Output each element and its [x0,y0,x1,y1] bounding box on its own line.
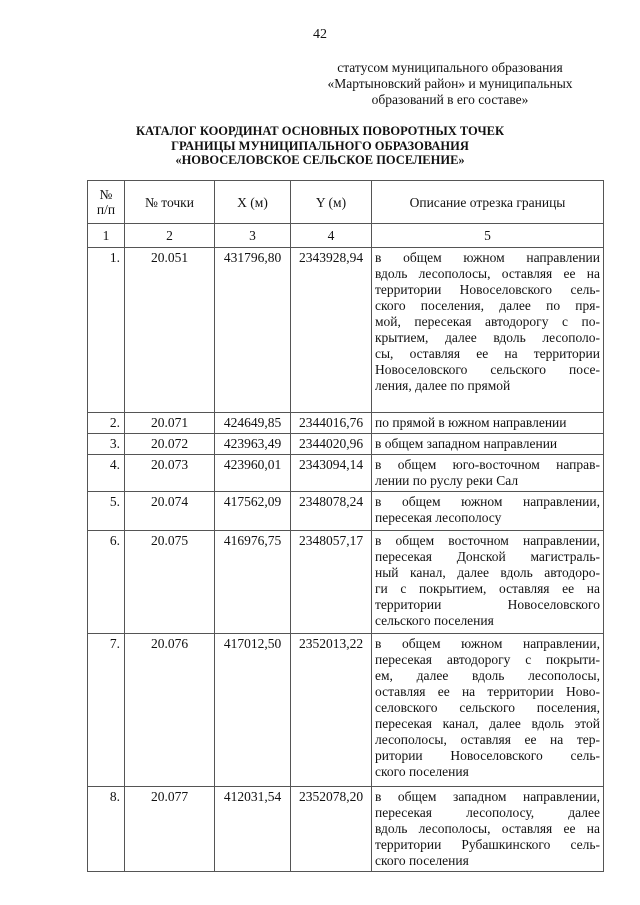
row-number: 3. [88,434,125,455]
y-coordinate: 2344020,96 [291,434,372,455]
description-line: сы, оставляя ее на территории [375,346,600,361]
y-coordinate: 2348078,24 [291,492,372,531]
description-line: мой, пересекая автодорогу с по- [375,314,600,329]
description-line: селовского сельского поселения, [375,700,600,715]
column-number-row [88,224,604,248]
x-coordinate: 431796,80 [215,248,291,413]
header-note-line: статусом муниципального образования [337,60,563,75]
description-line: территории Рубашкинского сель- [375,837,600,852]
coordinates-table [87,180,604,872]
column-number: 5 [372,224,604,248]
row-number: 2. [88,413,125,434]
row-number: 6. [88,531,125,634]
segment-description [372,434,604,455]
description-line: ского поселения, далее по пря- [375,298,600,313]
header-note-line: образований в его составе» [371,92,529,107]
point-id: 20.076 [125,634,215,787]
description-line: территории Новоселовского [375,597,600,612]
description-line: вдоль лесополосы, оставляя ее на [375,821,600,836]
description-line: пересекая автодорогу с покрыти- [375,652,600,667]
point-id: 20.075 [125,531,215,634]
point-id: 20.077 [125,787,215,872]
x-coordinate: 417562,09 [215,492,291,531]
x-coordinate: 417012,50 [215,634,291,787]
description-line: в общем западном направлении, [375,789,600,804]
description-line: в общем западном направлении [375,436,558,451]
header-x: X (м) [215,181,291,224]
segment-description [372,455,604,492]
header-n-line2: п/п [96,202,116,217]
header-n-line1: № [99,187,113,202]
catalog-title-line: ГРАНИЦЫ МУНИЦИПАЛЬНОГО ОБРАЗОВАНИЯ [171,138,469,153]
catalog-title [0,124,640,168]
column-number: 2 [125,224,215,248]
description-line: пересекая Донской магистраль- [375,549,600,564]
description-line: в общем восточном направлении, [375,533,600,548]
row-number: 7. [88,634,125,787]
row-number: 5. [88,492,125,531]
description-line: пересекая лесополосу [375,510,502,525]
row-number: 4. [88,455,125,492]
point-id: 20.074 [125,492,215,531]
table-row [88,787,604,872]
point-id: 20.072 [125,434,215,455]
segment-description [372,492,604,531]
description-line: пересекая канал, далее вдоль этой [375,716,600,731]
column-number: 3 [215,224,291,248]
segment-description [372,531,604,634]
table-row [88,531,604,634]
table-row [88,634,604,787]
description-line: в общем юго-восточном направ- [375,457,600,472]
point-id: 20.051 [125,248,215,413]
point-id: 20.073 [125,455,215,492]
description-line: ского поселения [375,853,469,868]
point-id: 20.071 [125,413,215,434]
description-line: вдоль лесополосы, оставляя ее на [375,266,600,281]
description-line: по прямой в южном направлении [375,415,567,430]
description-line: лении по руслу реки Сал [375,473,519,488]
description-line: в общем южном направлении [375,250,600,265]
description-line: ления, далее по прямой [375,378,511,393]
table-row [88,248,604,413]
catalog-title-line: КАТАЛОГ КООРДИНАТ ОСНОВНЫХ ПОВОРОТНЫХ ТОЧЕК [135,124,505,138]
segment-description [372,248,604,413]
row-number: 8. [88,787,125,872]
description-line: Новоселовского сельского посе- [375,362,600,377]
header-y: Y (м) [291,181,372,224]
segment-description [372,634,604,787]
header-n [88,181,125,224]
x-coordinate: 412031,54 [215,787,291,872]
x-coordinate: 424649,85 [215,413,291,434]
header-description: Описание отрезка границы [372,181,604,224]
description-line: в общем южном направлении, [375,636,600,651]
header-note-line: «Мартыновский район» и муниципальных [327,76,573,91]
description-line: территории Новоселовского сель- [375,282,600,297]
description-line: ги с покрытием, оставляя ее на [375,581,600,596]
table-row [88,434,604,455]
description-line: ем, далее вдоль лесополосы, [375,668,600,683]
segment-description [372,787,604,872]
description-line: в общем южном направлении, [375,494,600,509]
catalog-title-line: «НОВОСЕЛОВСКОЕ СЕЛЬСКОЕ ПОСЕЛЕНИЕ» [175,153,465,167]
description-line: ный канал, далее вдоль автодоро- [375,565,600,580]
y-coordinate: 2352078,20 [291,787,372,872]
description-line: крытием, далее вдоль лесополо- [375,330,600,345]
description-line: ритории Новоселовского сель- [375,748,600,763]
y-coordinate: 2344016,76 [291,413,372,434]
description-line: ского поселения [375,764,469,779]
row-number: 1. [88,248,125,413]
x-coordinate: 423963,49 [215,434,291,455]
y-coordinate: 2348057,17 [291,531,372,634]
x-coordinate: 423960,01 [215,455,291,492]
header-note [300,60,600,108]
column-number: 4 [291,224,372,248]
y-coordinate: 2343928,94 [291,248,372,413]
description-line: пересекая лесополосу, далее [375,805,600,820]
table-row [88,455,604,492]
segment-description [372,413,604,434]
table-header-row [88,181,604,224]
column-number: 1 [88,224,125,248]
description-line: лесополосы, оставляя ее на тер- [375,732,600,747]
y-coordinate: 2343094,14 [291,455,372,492]
x-coordinate: 416976,75 [215,531,291,634]
header-point: № точки [125,181,215,224]
table-row [88,492,604,531]
description-line: оставляя ее на территории Ново- [375,684,600,699]
y-coordinate: 2352013,22 [291,634,372,787]
page-number: 42 [313,27,327,42]
description-line: сельского поселения [375,613,494,628]
table-row [88,413,604,434]
